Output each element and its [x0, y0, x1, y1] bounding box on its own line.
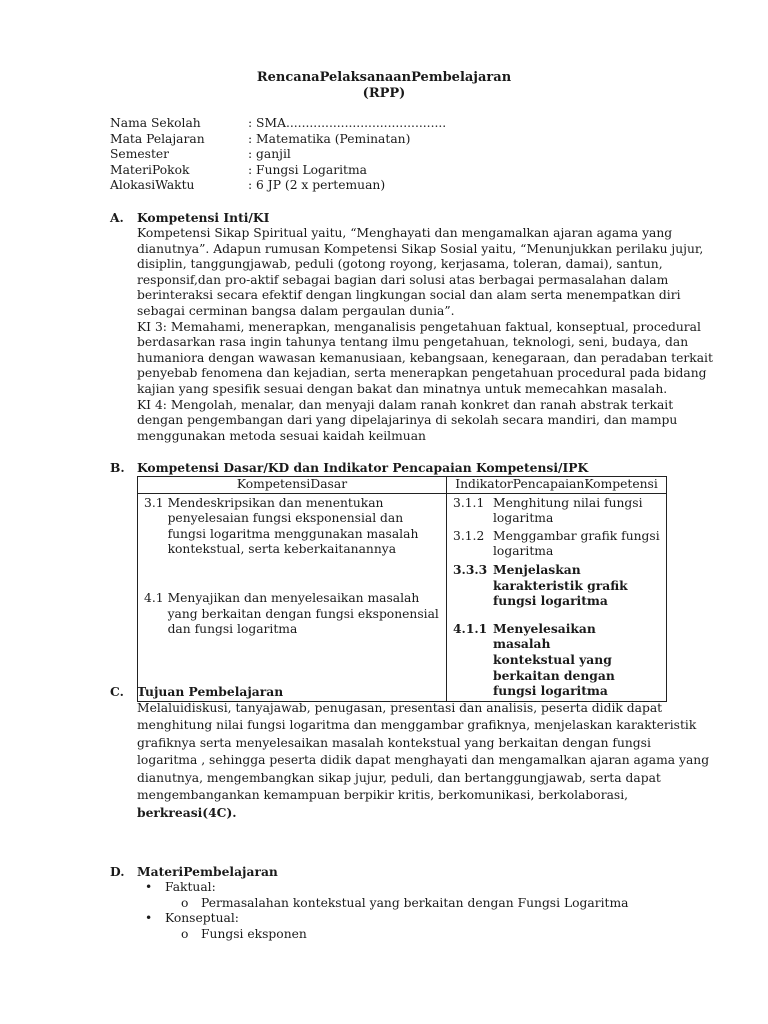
ipk-number: 3.1.1: [453, 495, 485, 510]
document-subtitle: (RPP): [362, 86, 406, 101]
kd-text: Mendeskripsikan dan menentukan penyelesaian fungsi eksponensial dan fungsi logaritma menggunakan masalah kontekstual, serta keberkaitanannya: [167, 495, 419, 557]
info-row: [110, 116, 446, 132]
section-c-body: [137, 700, 710, 822]
list-item: [145, 880, 628, 896]
list-subitem: [145, 927, 628, 943]
info-value: : Matematika (Peminatan): [248, 131, 411, 146]
paragraph-line: KI 3: Memahami, menerapkan, menganalisis pengetahuan faktual, konseptual, procedural: [137, 319, 701, 334]
info-row: [110, 178, 446, 194]
ipk-number: 3.1.2: [453, 528, 485, 543]
circle-bullet-icon: o: [181, 926, 189, 941]
identity-block: [110, 116, 446, 194]
info-value: : Fungsi Logaritma: [248, 162, 367, 177]
paragraph-line: responsif,dan pro-aktif sebagai bagian dari solusi atas berbagai permasalahan dalam: [137, 272, 669, 287]
kd-cell: [138, 493, 447, 701]
ipk-item: [453, 562, 660, 609]
info-value: : SMA.........................................: [248, 116, 447, 130]
section-a-heading: Kompetensi Inti/KI: [137, 210, 270, 225]
kd-item: [144, 496, 440, 558]
paragraph-line: dengan pengembangan dari yang dipelajarinya di sekolah secara mandiri, dan mampu: [137, 413, 678, 428]
section-b-heading: Kompetensi Dasar/KD dan Indikator Pencapaian Kompetensi/IPK: [137, 460, 589, 475]
paragraph-line: Melaluidiskusi, tanyajawab, penugasan, presentasi dan analisis, peserta didik dapat: [137, 701, 663, 715]
section-c-heading: Tujuan Pembelajaran: [137, 684, 284, 699]
paragraph-line: disiplin, tanggungjawab, peduli (gotong royong, kerjasama, toleran, damai), santun,: [137, 257, 663, 272]
paragraph-line: dianutnya”. Adapun rumusan Kompetensi Sikap Sosial yaitu, “Menunjukkan perilaku jujur,: [137, 241, 704, 256]
info-row: [110, 147, 446, 163]
ipk-text: Menggambar grafik fungsi logaritma: [493, 528, 660, 559]
list-item-label: Faktual:: [165, 880, 216, 894]
paragraph-line: sebagai cerminan bangsa dalam pergaulan dunia”.: [137, 303, 455, 318]
kd-number: 4.1: [144, 590, 164, 605]
table-header-kd: KompetensiDasar: [138, 477, 447, 494]
paragraph-line: humaniora dengan wawasan kemanusiaan, kebangsaan, kenegaraan, dan peradaban terkait: [137, 350, 713, 365]
ipk-cell: [447, 493, 667, 701]
info-value: : ganjil: [248, 147, 291, 162]
paragraph-line: grafiknya serta menyelesaikan masalah kontekstual yang berkaitan dengan fungsi: [137, 735, 651, 750]
ipk-text: Menghitung nilai fungsi logaritma: [493, 495, 643, 526]
info-label: Mata Pelajaran: [110, 131, 205, 146]
paragraph-line: mengembangankan kemampuan berpikir kritis, berkomunikasi, berkolaborasi,: [137, 788, 629, 803]
section-b-letter: B.: [110, 460, 125, 475]
info-label: MateriPokok: [110, 162, 190, 177]
bullet-icon: •: [145, 880, 153, 894]
table-row: [138, 493, 667, 701]
list-item-label: Konseptual:: [165, 911, 239, 926]
section-d-letter: D.: [110, 864, 125, 879]
section-a-body: [137, 226, 713, 444]
document-title: RencanaPelaksanaanPembelajaran: [256, 70, 512, 85]
paragraph-line: kajian yang spesifik sesuai dengan bakat dan minatnya untuk memecahkan masalah.: [137, 381, 668, 396]
ipk-number: 3.3.3: [453, 561, 488, 577]
list-subitem-label: Permasalahan kontekstual yang berkaitan dengan Fungsi Logaritma: [201, 895, 629, 910]
info-row: [110, 132, 446, 148]
info-label: Semester: [110, 147, 170, 162]
paragraph-line: berdasarkan rasa ingin tahunya tentang ilmu pengetahuan, teknologi, seni, budaya, dan: [137, 335, 689, 350]
paragraph-line: menggunakan metoda sesuai kaidah keilmuan: [137, 428, 426, 443]
kd-item: [144, 591, 440, 638]
paragraph-line: berinteraksi secara efektif dengan lingkungan social dan alam serta menempatkan diri: [137, 288, 681, 303]
paragraph-line: KI 4: Mengolah, menalar, dan menyaji dalam ranah konkret dan ranah abstrak terkait: [137, 397, 674, 412]
ipk-item: [453, 496, 660, 527]
paragraph-line: Kompetensi Sikap Spiritual yaitu, “Menghayati dan mengamalkan ajaran agama yang: [137, 226, 673, 240]
section-c-letter: C.: [110, 684, 124, 699]
section-d-heading: MateriPembelajaran: [137, 864, 278, 879]
section-a-letter: A.: [110, 210, 124, 225]
circle-bullet-icon: o: [181, 895, 189, 910]
paragraph-line: logaritma , sehingga peserta didik dapat menghayati dan mengamalkan ajaran agama yang: [137, 753, 710, 768]
bullet-icon: •: [145, 911, 153, 926]
info-label: Nama Sekolah: [110, 116, 201, 130]
table-header-ipk: IndikatorPencapaianKompetensi: [447, 477, 667, 494]
ipk-item: [453, 621, 660, 699]
kd-number: 3.1: [144, 495, 164, 510]
materi-list: [145, 880, 628, 942]
ipk-number: 4.1.1: [453, 620, 488, 636]
paragraph-line: berkreasi(4C).: [137, 805, 237, 821]
info-value: : 6 JP (2 x pertemuan): [248, 178, 386, 193]
list-item: [145, 911, 628, 927]
info-label: AlokasiWaktu: [110, 178, 195, 193]
info-row: [110, 163, 446, 179]
table-header-row: [138, 477, 667, 494]
ipk-text: Menjelaskan karakteristik grafik fungsi logaritma: [493, 561, 628, 609]
paragraph-line: dianutnya, mengembangkan sikap jujur, peduli, dan bertanggungjawab, serta dapat: [137, 770, 661, 785]
kd-ipk-table: [137, 476, 667, 702]
kd-text: Menyajikan dan menyelesaikan masalah yang berkaitan dengan fungsi eksponensial dan fungsi logaritma: [167, 590, 439, 637]
list-subitem: [145, 896, 628, 912]
list-subitem-label: Fungsi eksponen: [201, 926, 307, 941]
paragraph-line: menghitung nilai fungsi logaritma dan menggambar grafiknya, menjelaskan karakteristik: [137, 718, 697, 733]
paragraph-line: penyebab fenomena dan kejadian, serta menerapkan pengetahuan procedural pada bidang: [137, 366, 707, 381]
ipk-text: Menyelesaikan masalah kontekstual yang berkaitan dengan fungsi logaritma: [493, 620, 615, 699]
ipk-item: [453, 529, 660, 560]
